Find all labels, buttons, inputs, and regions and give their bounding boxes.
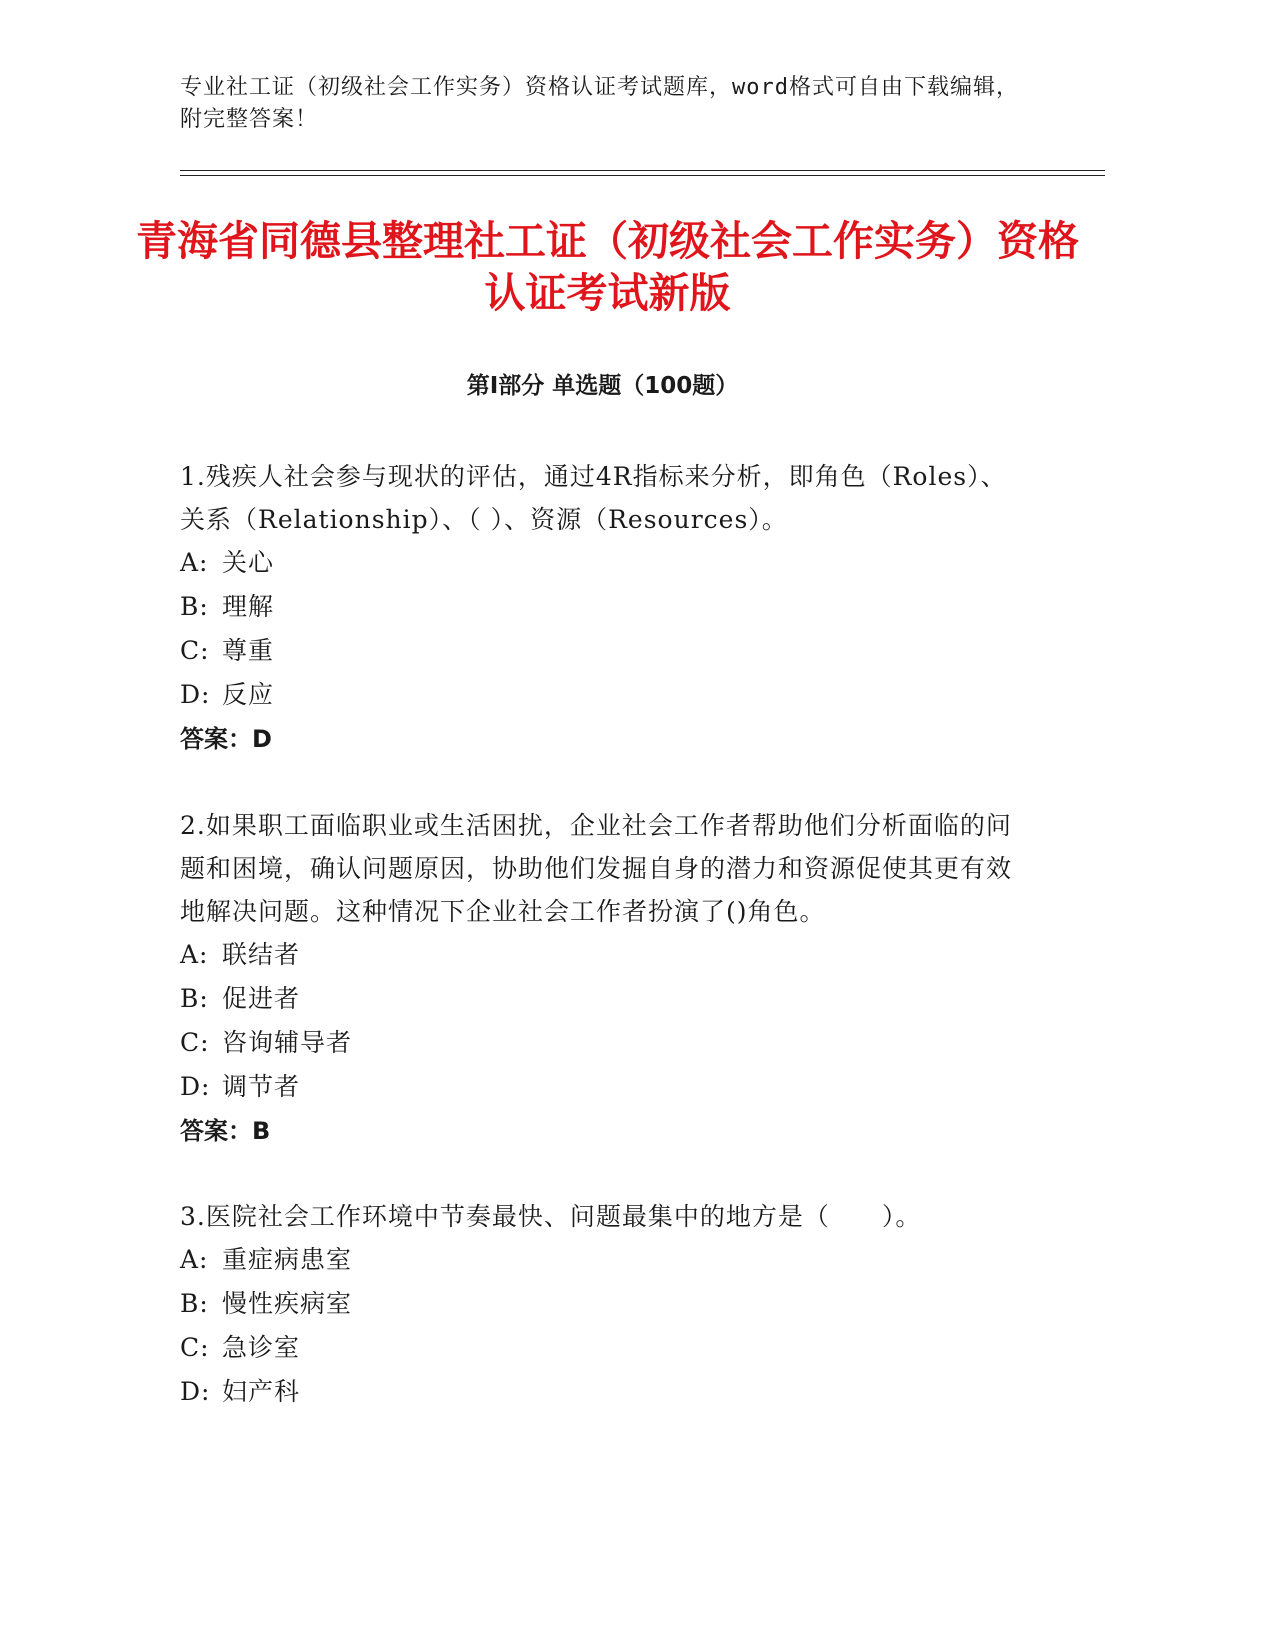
option-key: B: — [180, 1289, 209, 1318]
document-title: 青海省同德县整理社工证（初级社会工作实务）资格认证考试新版 — [136, 217, 1079, 317]
option-text: 促进者 — [222, 984, 301, 1013]
option-text: 关心 — [222, 548, 275, 577]
option-c — [180, 1326, 1030, 1370]
option-text: 咨询辅导者 — [222, 1028, 353, 1057]
option-a — [180, 1238, 1030, 1282]
option-c — [180, 1021, 1030, 1065]
option-d — [180, 1065, 1030, 1109]
option-text: 急诊室 — [222, 1333, 301, 1362]
option-text: 慢性疾病室 — [222, 1289, 353, 1318]
option-c — [180, 629, 1030, 673]
option-text: 反应 — [222, 680, 275, 709]
option-a — [180, 541, 1030, 585]
option-text: 妇产科 — [222, 1377, 301, 1406]
option-key: A: — [180, 940, 209, 969]
answer: 答案：D — [180, 725, 272, 753]
option-key: D: — [180, 680, 211, 709]
option-d — [180, 673, 1030, 717]
question-2 — [180, 804, 1030, 1153]
header-divider-bottom — [180, 175, 1105, 176]
option-text: 调节者 — [222, 1072, 301, 1101]
option-text: 重症病患室 — [222, 1245, 353, 1274]
question-stem: 2.如果职工面临职业或生活困扰，企业社会工作者帮助他们分析面临的问题和困境，确认问题原因，协助他们发掘自身的潜力和资源促使其更有效地解决问题。这种情况下企业社会工作者扮演了()角色。 — [180, 811, 1013, 926]
header-divider-top — [180, 170, 1105, 171]
question-3 — [180, 1195, 1030, 1414]
question-stem: 3.医院社会工作环境中节奏最快、问题最集中的地方是（ ）。 — [180, 1202, 922, 1231]
option-b — [180, 977, 1030, 1021]
option-text: 尊重 — [222, 636, 275, 665]
option-text: 理解 — [222, 592, 275, 621]
option-key: C: — [180, 1028, 210, 1057]
option-key: A: — [180, 1245, 209, 1274]
option-b — [180, 585, 1030, 629]
option-key: C: — [180, 636, 210, 665]
option-key: B: — [180, 592, 209, 621]
question-1 — [180, 455, 1030, 761]
question-stem: 1.残疾人社会参与现状的评估，通过4R指标来分析，即角色（Roles）、关系（Relationship）、（ ）、资源（Resources）。 — [180, 462, 1007, 534]
option-key: B: — [180, 984, 209, 1013]
header-note: 专业社工证（初级社会工作实务）资格认证考试题库，word格式可自由下载编辑，附完整答案！ — [180, 75, 1019, 132]
answer: 答案：B — [180, 1117, 271, 1145]
option-text: 联结者 — [222, 940, 301, 969]
option-d — [180, 1370, 1030, 1414]
option-key: D: — [180, 1377, 211, 1406]
option-key: C: — [180, 1333, 210, 1362]
option-key: A: — [180, 548, 209, 577]
section-heading: 第Ⅰ部分 单选题（100题） — [466, 373, 739, 399]
option-a — [180, 933, 1030, 977]
option-b — [180, 1282, 1030, 1326]
option-key: D: — [180, 1072, 211, 1101]
